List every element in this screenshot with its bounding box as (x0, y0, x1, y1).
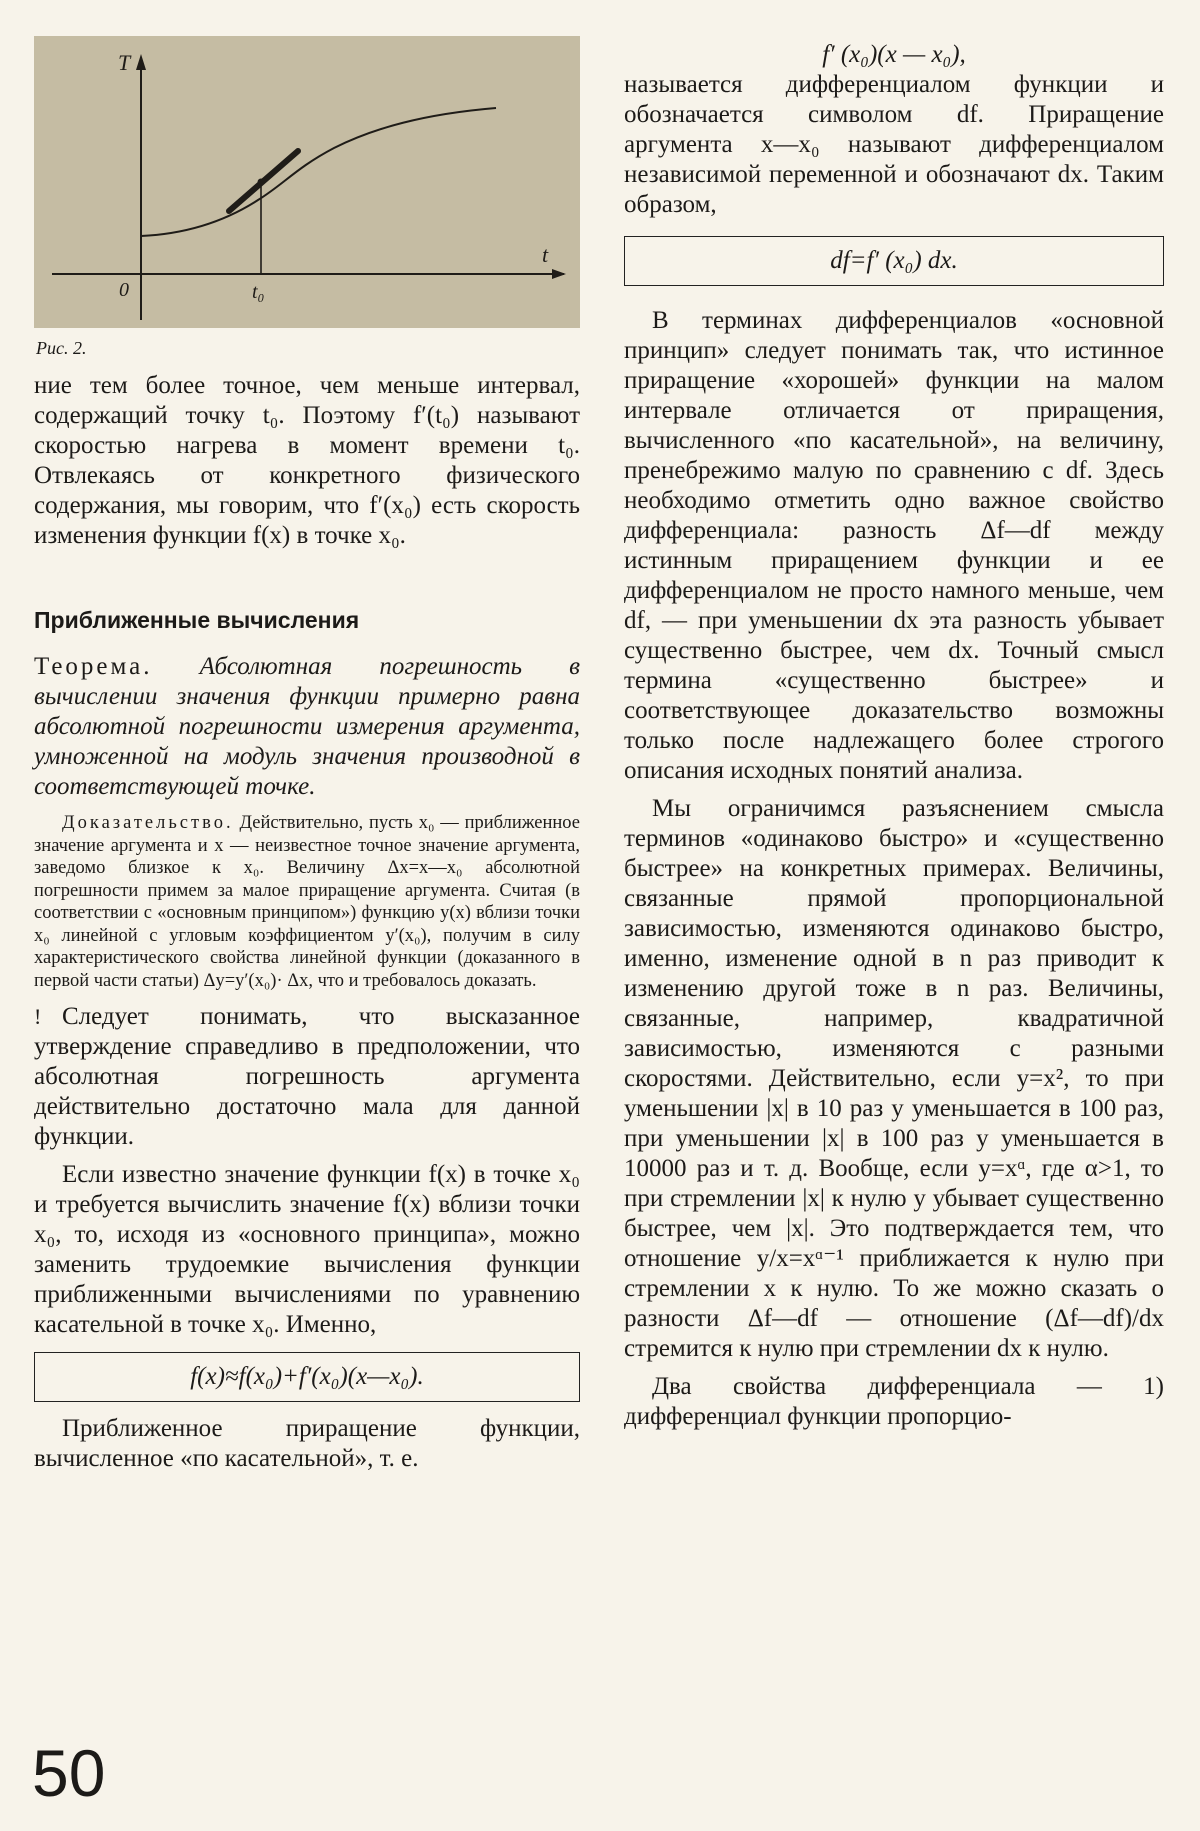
theorem-text: Абсолютная погрешность в вычислении значения функции примерно равна абсолютной погрешности измерения аргумента, умноженной на модуль значения производной в соответствующей точке. (34, 653, 580, 800)
paragraph-note (34, 1002, 580, 1152)
page-number: 50 (32, 1736, 106, 1810)
theorem-label: Теорема. (34, 653, 153, 680)
paragraph-known-value: Если известно значение функции f(x) в точке x₀ и требуется вычислить значение f(x) вблизи точки x₀, то, исходя из «основного принципа», можно заменить трудоемкие вычисления функции приближенными вычислениями по уравнению касательной в точке x₀. Именно, (34, 1161, 580, 1338)
paragraph-differential-def: называется дифференциалом функции и обозначается символом df. Приращение аргумента x—x₀ называют дифференциалом независимой переменной и обозначают dx. Таким образом, (624, 71, 1164, 218)
paragraph-increment: Приближенное приращение функции, вычисленное «по касательной», т. е. (34, 1415, 580, 1472)
axis-y-label: T (118, 50, 131, 75)
paragraph-examples: Мы ограничимся разъяснением смысла терминов «одинаково быстро» и «существенно быстрее» на конкретных примерах. Величины, связанные прямой пропорциональной зависимостью, изменяются одинаково быстро, именно, изменение одной в n раз приводит к изменению другой тоже в n раз. Величины, связанные, например, квадратичной зависимостью, изменяются с разными скоростями. Действительно, если y=x², то при уменьшении |x| в 10 раз y уменьшается в 100 раз, при уменьшении |x| в 100 раз y уменьшается в 10000 раз и т. д. Вообще, если y=xᵅ, где α>1, то при стремлении |x| к нулю y убывает существенно быстрее, чем |x|. Это подтверждается тем, что отношение y/x=xᵅ⁻¹ приближается к нулю при стремлении x к нулю. То же можно сказать о разности Δf—df — отношение (Δf—df)/dx стремится к нулю при стремлении dx к нулю. (624, 795, 1164, 1362)
paragraph-intro: ние тем более точное, чем меньше интервал, содержащий точку t₀. Поэтому f′(t₀) называют скоростью нагрева в момент времени t₀. Отвлекаясь от конкретного физического содержания, мы говорим, что f′(x₀) есть скорость изменения функции f(x) в точке x₀. (34, 372, 580, 549)
approximation-formula-box: f(x)≈f(x₀)+f′(x₀)(x—x₀). (34, 1352, 580, 1402)
figure-graph (34, 36, 580, 328)
x-axis-arrow (552, 269, 566, 279)
note-text: Следует понимать, что высказанное утверждение справедливо в предположении, что абсолютная погрешность аргумента действительно достаточно мала для данной функции. (34, 1003, 580, 1150)
differential-formula-box: df=f′ (x₀) dx. (624, 236, 1164, 286)
section-title: Приближенные вычисления (34, 607, 360, 633)
t0-label: t₀ (252, 281, 265, 303)
origin-label: 0 (119, 279, 129, 301)
graph-svg (34, 36, 580, 328)
proof-label: Доказательство. (62, 813, 234, 833)
right-column (624, 40, 1164, 1432)
paragraph-two-properties: Два свойства дифференциала — 1) дифференциал функции пропорцио- (624, 1373, 1164, 1430)
left-column (34, 36, 580, 1474)
theorem (34, 652, 580, 802)
proof (34, 812, 580, 992)
formula-differential-expr: f′ (x₀)(x — x₀), (822, 41, 966, 68)
axis-x-label: t (542, 242, 549, 267)
tangent-point (258, 179, 265, 186)
figure-caption: Рис. 2. (36, 338, 87, 358)
proof-text: Действительно, пусть x₀ — приближенное значение аргумента и x — неизвестное точное значение аргумента, заведомо близкое к x₀. Величину Δx=x—x₀ абсолютной погрешности примем за малое приращение аргумента. Считая (в соответствии с «основным принципом») функцию y(x) вблизи точки x₀ линейной с угловым коэффициентом y′(x₀), получим в силу характеристического свойства линейной функции (доказанного в первой части статьи) Δy=y′(x₀)· Δx, что и требовалось доказать. (34, 813, 580, 991)
y-axis-arrow (136, 54, 146, 70)
paragraph-terms: В терминах дифференциалов «основной принцип» следует понимать так, что истинное приращение «хорошей» функции на малом интервале отличается от приращения, вычисленного «по касательной», на величину, пренебрежимо малую по сравнению с df. Здесь необходимо отметить одно важное свойство дифференциала: разность Δf—df между истинным приращением функции и ее дифференциалом не просто намного меньше, чем df, — при уменьшении dx эта разность убывает существенно быстрее, чем dx. Точный смысл термина «существенно быстрее» и соответствующее доказательство возможны только после надлежащего более строгого описания исходных понятий анализа. (624, 307, 1164, 784)
attention-mark: ! (34, 1004, 42, 1029)
function-curve (141, 108, 496, 236)
